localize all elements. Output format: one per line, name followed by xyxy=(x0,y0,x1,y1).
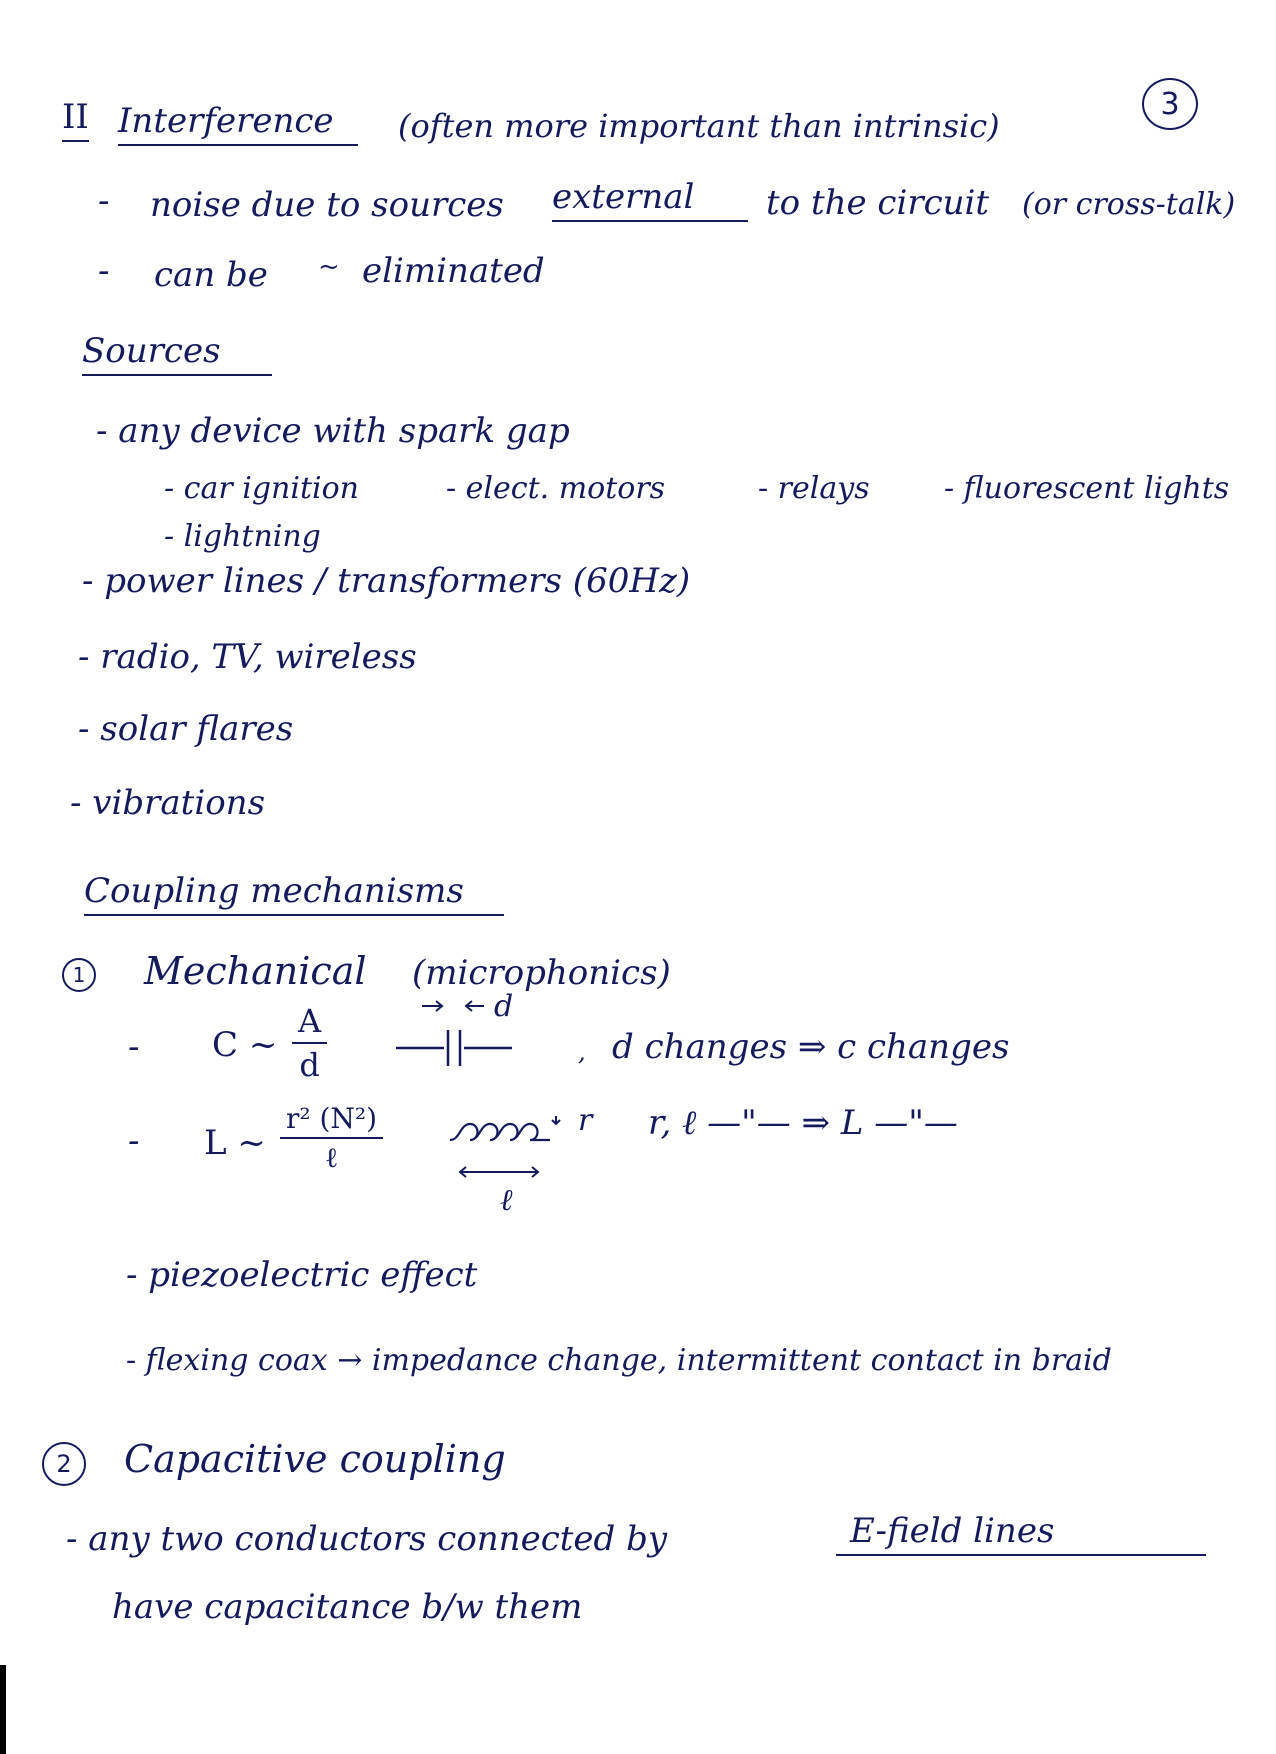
scan-edge-mark xyxy=(0,1665,6,1754)
cap-sep: , xyxy=(578,1038,586,1066)
mech-flexing-coax: - flexing coax → impedance change, intermittent contact in braid xyxy=(126,1343,1112,1378)
source-vibrations: - vibrations xyxy=(70,783,266,823)
mechanical-note: (microphonics) xyxy=(412,953,671,993)
mech-piezoelectric: - piezoelectric effect xyxy=(126,1255,478,1295)
intro-text-1b: to the circuit xyxy=(766,183,990,223)
coupling-heading: Coupling mechanisms xyxy=(84,874,504,916)
source-spark-gap: - any device with spark gap xyxy=(96,411,570,451)
source-power-lines: - power lines / transformers (60Hz) xyxy=(82,561,691,601)
page-number-circle xyxy=(1142,78,1198,130)
intro-text-2b: eliminated xyxy=(362,251,545,291)
capacitive-key-underline xyxy=(836,1554,1206,1556)
ind-dash: - xyxy=(128,1121,140,1161)
capacitive-title: Capacitive coupling xyxy=(124,1437,506,1481)
capacitive-key-efield: E-field lines xyxy=(850,1511,1055,1551)
spark-sub-fluorescent: - fluorescent lights xyxy=(944,471,1230,506)
intro-text-2a: can be xyxy=(154,255,268,295)
cap-fraction xyxy=(292,1002,327,1084)
spark-sub-lightning: - lightning xyxy=(164,519,321,554)
cap-fraction-den: d xyxy=(299,1046,320,1084)
source-radio-tv: - radio, TV, wireless xyxy=(78,637,417,677)
page-number: 3 xyxy=(1160,86,1180,122)
intro-key-external: external xyxy=(552,180,748,222)
sources-heading: Sources xyxy=(82,334,272,376)
ind-fraction-den: ℓ xyxy=(324,1141,339,1174)
source-solar-flares: - solar flares xyxy=(78,709,294,749)
section-title: Interference xyxy=(118,104,358,146)
intro-text-1a: noise due to sources xyxy=(150,185,504,225)
cap-dash: - xyxy=(128,1027,140,1067)
ind-lhs: L ~ xyxy=(204,1123,266,1163)
mechanical-number-circle xyxy=(62,958,96,992)
ind-result: r, ℓ —"— ⇒ L —"— xyxy=(648,1103,958,1143)
ind-fraction-num: r² (N²) xyxy=(280,1102,383,1139)
section-roman: II xyxy=(62,100,89,142)
capacitive-number-circle xyxy=(42,1442,86,1486)
mechanical-number: 1 xyxy=(72,963,86,987)
capacitive-line2: have capacitance b/w them xyxy=(112,1587,583,1627)
spark-sub-motors: - elect. motors xyxy=(446,471,666,506)
ind-length-label: ℓ xyxy=(500,1183,513,1218)
spark-sub-relays: - relays xyxy=(758,471,870,506)
cap-fraction-num: A xyxy=(292,1002,327,1044)
ind-radius-label: r xyxy=(578,1103,593,1138)
intro-note-crosstalk: (or cross-talk) xyxy=(1022,187,1236,222)
cap-lhs: C ~ xyxy=(212,1025,278,1065)
intro-tilde: ~ xyxy=(318,252,340,282)
cap-result: d changes ⇒ c changes xyxy=(612,1027,1010,1067)
cap-gap-label: d xyxy=(494,989,514,1024)
section-subtitle: (often more important than intrinsic) xyxy=(398,107,1000,145)
mechanical-title: Mechanical xyxy=(144,949,367,993)
spark-sub-car-ignition: - car ignition xyxy=(164,471,359,506)
capacitive-line1: - any two conductors connected by xyxy=(66,1519,668,1559)
intro-dash-1: - xyxy=(98,181,110,221)
intro-dash-2: - xyxy=(98,251,110,291)
capacitive-number: 2 xyxy=(56,1450,72,1478)
ind-fraction xyxy=(280,1102,383,1175)
